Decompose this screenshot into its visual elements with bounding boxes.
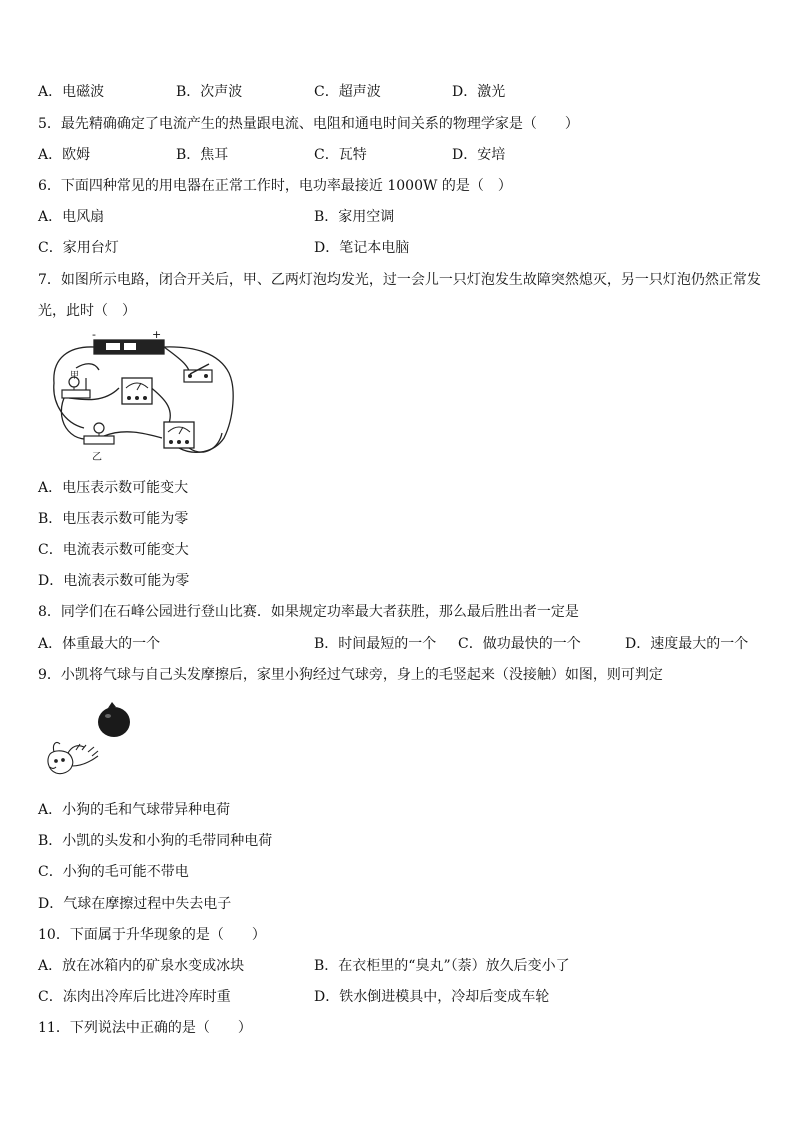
q8-option-d: D．速度最大的一个	[625, 636, 749, 652]
q9-stem: 9．小凯将气球与自己头发摩擦后，家里小狗经过气球旁，身上的毛竖起来（没接触）如图，则可判定	[38, 667, 663, 683]
q7-option-c: C．电流表示数可能变大	[38, 542, 189, 558]
q5-option-d: D．安培	[452, 147, 506, 163]
q7-stem-line1: 7．如图所示电路，闭合开关后，甲、乙两灯泡均发光，过一会儿一只灯泡发生故障突然熄灭，另一只灯泡仍然正常发	[38, 272, 761, 288]
q9-dog-balloon-figure	[42, 700, 142, 782]
q4-option-a: A．电磁波	[38, 84, 105, 100]
q10-option-b: B．在衣柜里的“臭丸”（萘）放久后变小了	[314, 958, 570, 974]
lamp-jia-label: 甲	[70, 371, 80, 381]
q9-option-a: A．小狗的毛和气球带异种电荷	[38, 802, 231, 818]
q11-stem: 11．下列说法中正确的是（ ）	[38, 1020, 252, 1036]
q7-option-d: D．电流表示数可能为零	[38, 573, 190, 589]
q6-option-d: D．笔记本电脑	[314, 240, 410, 256]
q10-options-row1	[38, 957, 570, 975]
q8-option-c: C．做功最快的一个	[458, 636, 581, 652]
q6-option-c: C．家用台灯	[38, 240, 119, 256]
ammeter-icon	[164, 422, 194, 448]
voltmeter-icon	[122, 378, 152, 404]
q10-option-a: A．放在冰箱内的矿泉水变成冰块	[38, 958, 245, 974]
q6-option-b: B．家用空调	[314, 209, 395, 225]
q5-option-c: C．瓦特	[314, 147, 367, 163]
q10-option-d: D．铁水倒进模具中，冷却后变成车轮	[314, 989, 550, 1005]
balloon-icon	[98, 702, 130, 737]
q8-option-b: B．时间最短的一个	[314, 636, 437, 652]
dog-icon	[48, 742, 98, 773]
q9-option-b: B．小凯的头发和小狗的毛带同种电荷	[38, 833, 273, 849]
q6-option-a: A．电风扇	[38, 209, 105, 225]
q5-option-b: B．焦耳	[176, 147, 229, 163]
q4-option-b: B．次声波	[176, 84, 243, 100]
battery-plus-label: +	[152, 328, 162, 341]
q8-stem: 8．同学们在石峰公园进行登山比赛．如果规定功率最大者获胜，那么最后胜出者一定是	[38, 604, 579, 620]
q9-option-d: D．气球在摩擦过程中失去电子	[38, 896, 232, 912]
q5-stem: 5．最先精确确定了电流产生的热量跟电流、电阻和通电时间关系的物理学家是（ ）	[38, 116, 579, 132]
q10-stem: 10．下面属于升华现象的是（ ）	[38, 927, 266, 943]
q6-options-row1	[38, 208, 394, 226]
q10-options-row2	[38, 988, 549, 1006]
battery-minus-label: -	[92, 328, 96, 341]
q7-option-a: A．电压表示数可能变大	[38, 480, 189, 496]
switch-icon	[184, 364, 212, 382]
q7-circuit-figure	[44, 328, 240, 466]
lamp-yi-label: 乙	[92, 452, 102, 463]
q4-option-d: D．激光	[452, 84, 506, 100]
q9-option-c: C．小狗的毛可能不带电	[38, 864, 189, 880]
q10-option-c: C．冻肉出冷库后比进冷库时重	[38, 989, 231, 1005]
q4-options	[38, 83, 505, 101]
q5-options	[38, 146, 505, 164]
q4-option-c: C．超声波	[314, 84, 381, 100]
q7-option-b: B．电压表示数可能为零	[38, 511, 189, 527]
q5-option-a: A．欧姆	[38, 147, 91, 163]
q6-options-row2	[38, 239, 409, 257]
q7-stem-line2: 光，此时（ ）	[38, 303, 136, 319]
q6-stem: 6．下面四种常见的用电器在正常工作时，电功率最接近 1000W 的是（ ）	[38, 178, 512, 194]
q8-option-a: A．体重最大的一个	[38, 636, 161, 652]
